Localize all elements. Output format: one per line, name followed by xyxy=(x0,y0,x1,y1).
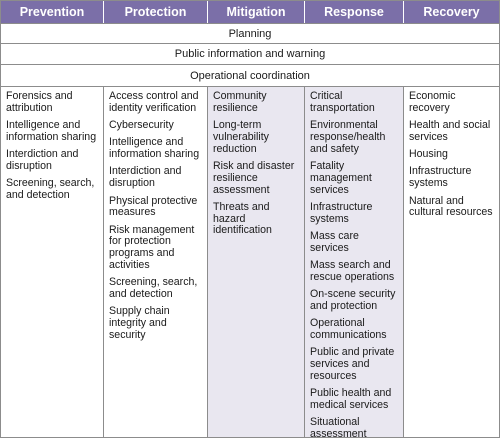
capability-item: Access control and identity verification xyxy=(109,90,199,114)
column-recovery xyxy=(404,87,499,437)
header-prevention: Prevention xyxy=(1,1,104,23)
capability-item: Mass search and rescue operations xyxy=(310,259,395,283)
capability-item: Environmental response/health and safety xyxy=(310,119,386,155)
band-operational-coordination: Operational coordination xyxy=(1,64,499,86)
capability-item: Public health and medical services xyxy=(310,387,392,412)
capability-item: Health and social services xyxy=(409,119,491,143)
capabilities-columns xyxy=(1,86,499,441)
column-prevention xyxy=(1,87,104,437)
capability-item: Housing xyxy=(409,148,448,161)
column-protection xyxy=(104,87,208,437)
capability-item: Cybersecurity xyxy=(109,119,174,132)
band-planning: Planning xyxy=(1,23,499,43)
header-recovery: Recovery xyxy=(404,1,499,23)
capability-item: Long-term vulnerability reduction xyxy=(213,119,269,155)
band-public-information: Public information and warning xyxy=(1,43,499,63)
capability-item: Critical transportation xyxy=(310,90,375,114)
capability-item: Mass care services xyxy=(310,229,359,254)
capability-item: Physical protective measures xyxy=(109,194,198,219)
capability-item: On-scene security and protection xyxy=(310,288,396,312)
capability-item: Interdiction and disruption xyxy=(6,148,79,172)
capability-item: Natural and cultural resources xyxy=(409,194,493,219)
capability-item: Screening, search, and detection xyxy=(6,177,95,202)
capability-item: Threats and hazard identification xyxy=(213,200,272,237)
capability-item: Operational communications xyxy=(310,317,387,342)
capability-item: Infrastructure systems xyxy=(409,165,472,190)
capability-item: Interdiction and disruption xyxy=(109,165,182,190)
header-row xyxy=(1,1,499,23)
capability-item: Infrastructure systems xyxy=(310,200,373,225)
header-protection: Protection xyxy=(104,1,208,23)
capability-item: Fatality management services xyxy=(310,159,372,196)
capability-item: Intelligence and information sharing xyxy=(6,119,97,143)
capability-item: Risk management for protection programs and activities xyxy=(109,223,195,272)
column-mitigation xyxy=(208,87,305,437)
column-response xyxy=(305,87,404,441)
capability-item: Screening, search, and detection xyxy=(109,276,198,301)
header-mitigation: Mitigation xyxy=(208,1,305,23)
capability-item: Forensics and attribution xyxy=(6,90,73,114)
capability-item: Supply chain integrity and security xyxy=(109,305,170,342)
capability-item: Risk and disaster resilience assessment xyxy=(213,159,295,196)
capability-item: Community resilience xyxy=(213,90,267,114)
capability-item: Situational assessment xyxy=(310,416,367,441)
capability-item: Intelligence and information sharing xyxy=(109,136,200,161)
header-response: Response xyxy=(305,1,404,23)
capability-item: Economic recovery xyxy=(409,90,456,114)
capability-item: Public and private services and resources xyxy=(310,346,395,382)
